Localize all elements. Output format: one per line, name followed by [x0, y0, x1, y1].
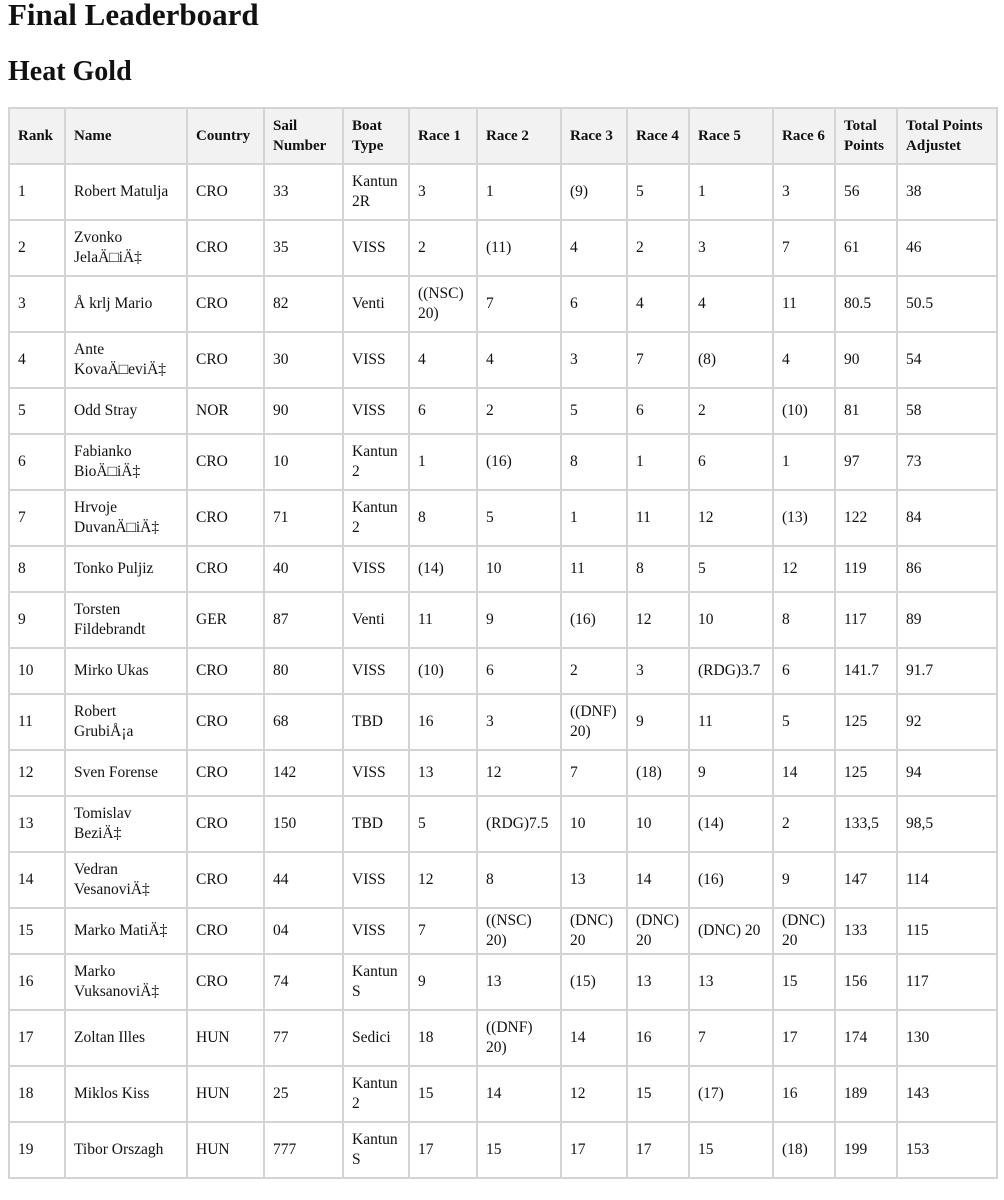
table-cell: 153	[897, 1122, 997, 1178]
table-row	[9, 750, 997, 796]
table-cell: Zoltan Illes	[65, 1010, 187, 1066]
column-header: Race 5	[689, 108, 773, 164]
table-cell: 6	[477, 648, 561, 694]
table-cell: Ante KovaÄ□eviÄ‡	[65, 332, 187, 388]
table-cell: (18)	[773, 1122, 835, 1178]
table-row	[9, 434, 997, 490]
table-cell: 15	[409, 1066, 477, 1122]
table-cell: 33	[264, 164, 343, 220]
table-cell: 4	[477, 332, 561, 388]
table-cell: ((DNF) 20)	[561, 694, 627, 750]
table-cell: CRO	[187, 954, 264, 1010]
table-cell: 12	[409, 852, 477, 908]
table-cell: Venti	[343, 276, 409, 332]
table-cell: VISS	[343, 648, 409, 694]
table-cell: 16	[9, 954, 65, 1010]
table-cell: CRO	[187, 490, 264, 546]
table-cell: HUN	[187, 1122, 264, 1178]
table-cell: 117	[897, 954, 997, 1010]
table-row	[9, 388, 997, 434]
table-cell: 8	[561, 434, 627, 490]
table-cell: 6	[773, 648, 835, 694]
table-row	[9, 332, 997, 388]
table-cell: 11	[627, 490, 689, 546]
column-header: Race 6	[773, 108, 835, 164]
table-cell: 12	[477, 750, 561, 796]
table-cell: (8)	[689, 332, 773, 388]
table-cell: ((DNF) 20)	[477, 1010, 561, 1066]
table-cell: 7	[773, 220, 835, 276]
table-cell: 8	[9, 546, 65, 592]
table-cell: 174	[835, 1010, 897, 1066]
table-cell: 5	[689, 546, 773, 592]
table-cell: 1	[409, 434, 477, 490]
table-cell: Tomislav BeziÄ‡	[65, 796, 187, 852]
table-cell: 133	[835, 908, 897, 954]
table-cell: 122	[835, 490, 897, 546]
table-cell: 156	[835, 954, 897, 1010]
table-cell: CRO	[187, 648, 264, 694]
table-cell: 89	[897, 592, 997, 648]
table-cell: 13	[627, 954, 689, 1010]
table-cell: VISS	[343, 220, 409, 276]
table-cell: 17	[561, 1122, 627, 1178]
table-cell: 16	[409, 694, 477, 750]
table-cell: (16)	[689, 852, 773, 908]
table-cell: VISS	[343, 388, 409, 434]
table-cell: Kantun 2R	[343, 164, 409, 220]
table-cell: Tonko Puljiz	[65, 546, 187, 592]
table-cell: 17	[773, 1010, 835, 1066]
column-header: Total Points Adjustet	[897, 108, 997, 164]
table-cell: 11	[689, 694, 773, 750]
table-cell: CRO	[187, 220, 264, 276]
table-cell: Odd Stray	[65, 388, 187, 434]
table-cell: Miklos Kiss	[65, 1066, 187, 1122]
table-cell: 17	[9, 1010, 65, 1066]
table-cell: Mirko Ukas	[65, 648, 187, 694]
column-header: Race 2	[477, 108, 561, 164]
table-cell: 4	[773, 332, 835, 388]
table-cell: CRO	[187, 750, 264, 796]
table-cell: 10	[264, 434, 343, 490]
column-header: Boat Type	[343, 108, 409, 164]
table-cell: 25	[264, 1066, 343, 1122]
table-cell: 189	[835, 1066, 897, 1122]
table-cell: 80	[264, 648, 343, 694]
table-cell: (DNC) 20	[627, 908, 689, 954]
table-cell: 10	[627, 796, 689, 852]
table-cell: 147	[835, 852, 897, 908]
table-cell: 4	[689, 276, 773, 332]
table-cell: (11)	[477, 220, 561, 276]
table-cell: VISS	[343, 750, 409, 796]
table-cell: 2	[477, 388, 561, 434]
table-cell: 9	[477, 592, 561, 648]
table-cell: 1	[9, 164, 65, 220]
table-cell: Vedran VesanoviÄ‡	[65, 852, 187, 908]
table-cell: 12	[627, 592, 689, 648]
table-cell: 13	[561, 852, 627, 908]
table-cell: 9	[689, 750, 773, 796]
table-cell: 15	[627, 1066, 689, 1122]
table-cell: 7	[477, 276, 561, 332]
table-cell: 199	[835, 1122, 897, 1178]
table-cell: 15	[9, 908, 65, 954]
table-cell: (14)	[689, 796, 773, 852]
table-cell: 11	[9, 694, 65, 750]
table-cell: 56	[835, 164, 897, 220]
table-cell: 3	[689, 220, 773, 276]
table-cell: 15	[477, 1122, 561, 1178]
table-cell: 3	[409, 164, 477, 220]
table-cell: 87	[264, 592, 343, 648]
table-cell: CRO	[187, 908, 264, 954]
table-cell: 9	[627, 694, 689, 750]
table-row	[9, 796, 997, 852]
table-cell: 97	[835, 434, 897, 490]
header-row	[9, 108, 997, 164]
table-cell: GER	[187, 592, 264, 648]
table-cell: 14	[561, 1010, 627, 1066]
table-cell: 7	[627, 332, 689, 388]
table-cell: 1	[561, 490, 627, 546]
table-cell: Robert GrubiÅ¡a	[65, 694, 187, 750]
table-cell: 1	[689, 164, 773, 220]
table-cell: 6	[627, 388, 689, 434]
table-cell: 5	[627, 164, 689, 220]
table-cell: 10	[9, 648, 65, 694]
page-title: Final Leaderboard	[8, 0, 259, 32]
table-row	[9, 694, 997, 750]
table-cell: (DNC) 20	[561, 908, 627, 954]
table-cell: 04	[264, 908, 343, 954]
table-cell: 4	[9, 332, 65, 388]
table-cell: 74	[264, 954, 343, 1010]
table-cell: (17)	[689, 1066, 773, 1122]
table-cell: 10	[477, 546, 561, 592]
table-cell: 14	[9, 852, 65, 908]
table-cell: 3	[773, 164, 835, 220]
table-cell: VISS	[343, 332, 409, 388]
table-cell: 2	[9, 220, 65, 276]
table-cell: 81	[835, 388, 897, 434]
table-cell: 7	[9, 490, 65, 546]
table-cell: 8	[409, 490, 477, 546]
table-cell: Robert Matulja	[65, 164, 187, 220]
table-cell: 16	[773, 1066, 835, 1122]
column-header: Race 4	[627, 108, 689, 164]
table-row	[9, 1122, 997, 1178]
table-cell: 5	[773, 694, 835, 750]
table-cell: 17	[409, 1122, 477, 1178]
table-cell: 125	[835, 750, 897, 796]
table-cell: (10)	[409, 648, 477, 694]
table-row	[9, 276, 997, 332]
table-cell: 16	[627, 1010, 689, 1066]
table-cell: VISS	[343, 852, 409, 908]
table-cell: 2	[689, 388, 773, 434]
table-cell: Zvonko JelaÄ□iÄ‡	[65, 220, 187, 276]
table-cell: Kantun S	[343, 1122, 409, 1178]
column-header: Rank	[9, 108, 65, 164]
table-row	[9, 852, 997, 908]
table-cell: 40	[264, 546, 343, 592]
table-cell: 90	[835, 332, 897, 388]
table-cell: (RDG)3.7	[689, 648, 773, 694]
table-cell: Sedici	[343, 1010, 409, 1066]
table-cell: 54	[897, 332, 997, 388]
table-cell: NOR	[187, 388, 264, 434]
table-cell: Torsten Fildebrandt	[65, 592, 187, 648]
table-cell: 98,5	[897, 796, 997, 852]
table-cell: 13	[409, 750, 477, 796]
table-cell: HUN	[187, 1066, 264, 1122]
table-cell: 2	[561, 648, 627, 694]
table-cell: 90	[264, 388, 343, 434]
table-row	[9, 1010, 997, 1066]
table-cell: 77	[264, 1010, 343, 1066]
table-cell: 68	[264, 694, 343, 750]
table-cell: (15)	[561, 954, 627, 1010]
table-cell: 50.5	[897, 276, 997, 332]
leaderboard-table	[8, 107, 998, 1179]
table-cell: CRO	[187, 276, 264, 332]
column-header: Name	[65, 108, 187, 164]
table-body	[9, 164, 997, 1178]
table-cell: 30	[264, 332, 343, 388]
table-cell: 35	[264, 220, 343, 276]
table-row	[9, 1066, 997, 1122]
table-cell: CRO	[187, 332, 264, 388]
table-cell: 7	[561, 750, 627, 796]
table-cell: 10	[561, 796, 627, 852]
table-row	[9, 954, 997, 1010]
table-cell: Å krlj Mario	[65, 276, 187, 332]
table-cell: 142	[264, 750, 343, 796]
table-cell: Tibor Orszagh	[65, 1122, 187, 1178]
table-cell: VISS	[343, 546, 409, 592]
table-cell: 14	[627, 852, 689, 908]
table-cell: Kantun 2	[343, 1066, 409, 1122]
table-cell: 12	[561, 1066, 627, 1122]
table-cell: 5	[477, 490, 561, 546]
table-cell: 3	[9, 276, 65, 332]
table-cell: 92	[897, 694, 997, 750]
table-cell: 141.7	[835, 648, 897, 694]
table-cell: 133,5	[835, 796, 897, 852]
table-cell: 11	[561, 546, 627, 592]
table-cell: CRO	[187, 796, 264, 852]
table-cell: (DNC) 20	[689, 908, 773, 954]
table-cell: 119	[835, 546, 897, 592]
table-cell: 3	[477, 694, 561, 750]
table-cell: 4	[627, 276, 689, 332]
table-cell: 17	[627, 1122, 689, 1178]
table-cell: 6	[561, 276, 627, 332]
table-cell: CRO	[187, 852, 264, 908]
table-cell: 84	[897, 490, 997, 546]
table-cell: 44	[264, 852, 343, 908]
table-cell: 2	[773, 796, 835, 852]
table-cell: 1	[627, 434, 689, 490]
table-cell: 143	[897, 1066, 997, 1122]
table-cell: Marko MatiÄ‡	[65, 908, 187, 954]
table-cell: 125	[835, 694, 897, 750]
table-cell: 15	[689, 1122, 773, 1178]
table-cell: (13)	[773, 490, 835, 546]
table-cell: 1	[773, 434, 835, 490]
table-row	[9, 546, 997, 592]
table-cell: 9	[773, 852, 835, 908]
table-cell: Marko VuksanoviÄ‡	[65, 954, 187, 1010]
column-header: Sail Number	[264, 108, 343, 164]
table-cell: 10	[689, 592, 773, 648]
table-cell: CRO	[187, 434, 264, 490]
table-cell: 86	[897, 546, 997, 592]
table-cell: 7	[689, 1010, 773, 1066]
table-cell: 82	[264, 276, 343, 332]
table-cell: CRO	[187, 694, 264, 750]
table-cell: 12	[773, 546, 835, 592]
table-cell: 58	[897, 388, 997, 434]
table-row	[9, 490, 997, 546]
table-row	[9, 164, 997, 220]
table-cell: Fabianko BioÄ□iÄ‡	[65, 434, 187, 490]
table-cell: 7	[409, 908, 477, 954]
table-cell: 11	[773, 276, 835, 332]
table-cell: Sven Forense	[65, 750, 187, 796]
table-cell: 114	[897, 852, 997, 908]
table-cell: 18	[409, 1010, 477, 1066]
table-cell: HUN	[187, 1010, 264, 1066]
table-cell: CRO	[187, 546, 264, 592]
table-cell: 14	[773, 750, 835, 796]
table-cell: 8	[773, 592, 835, 648]
table-cell: 6	[689, 434, 773, 490]
table-cell: 73	[897, 434, 997, 490]
table-cell: 6	[9, 434, 65, 490]
table-cell: 11	[409, 592, 477, 648]
table-cell: 8	[477, 852, 561, 908]
table-row	[9, 908, 997, 954]
table-row	[9, 220, 997, 276]
table-cell: ((NSC) 20)	[477, 908, 561, 954]
table-cell: (DNC) 20	[773, 908, 835, 954]
table-cell: 13	[9, 796, 65, 852]
table-cell: (16)	[561, 592, 627, 648]
column-header: Country	[187, 108, 264, 164]
table-cell: (9)	[561, 164, 627, 220]
table-cell: 61	[835, 220, 897, 276]
table-cell: Kantun 2	[343, 490, 409, 546]
table-cell: VISS	[343, 908, 409, 954]
table-cell: 12	[9, 750, 65, 796]
table-cell: Kantun 2	[343, 434, 409, 490]
heat-title: Heat Gold	[8, 56, 132, 87]
column-header: Total Points	[835, 108, 897, 164]
table-cell: 13	[689, 954, 773, 1010]
table-cell: Venti	[343, 592, 409, 648]
table-cell: (16)	[477, 434, 561, 490]
table-cell: 9	[409, 954, 477, 1010]
table-cell: (14)	[409, 546, 477, 592]
table-cell: ((NSC) 20)	[409, 276, 477, 332]
table-cell: 18	[9, 1066, 65, 1122]
table-cell: 5	[561, 388, 627, 434]
table-cell: 6	[409, 388, 477, 434]
table-cell: 777	[264, 1122, 343, 1178]
table-cell: 3	[561, 332, 627, 388]
table-cell: 91.7	[897, 648, 997, 694]
column-header: Race 3	[561, 108, 627, 164]
table-cell: CRO	[187, 164, 264, 220]
table-cell: 8	[627, 546, 689, 592]
table-cell: 1	[477, 164, 561, 220]
table-cell: Kantun S	[343, 954, 409, 1010]
table-cell: 2	[627, 220, 689, 276]
table-cell: 4	[561, 220, 627, 276]
table-cell: 14	[477, 1066, 561, 1122]
table-cell: 115	[897, 908, 997, 954]
table-row	[9, 648, 997, 694]
table-cell: (RDG)7.5	[477, 796, 561, 852]
column-header: Race 1	[409, 108, 477, 164]
table-cell: 46	[897, 220, 997, 276]
table-cell: 38	[897, 164, 997, 220]
table-cell: TBD	[343, 796, 409, 852]
table-cell: 80.5	[835, 276, 897, 332]
table-cell: 4	[409, 332, 477, 388]
table-cell: Hrvoje DuvanÄ□iÄ‡	[65, 490, 187, 546]
table-cell: 5	[9, 388, 65, 434]
table-cell: 94	[897, 750, 997, 796]
table-cell: 150	[264, 796, 343, 852]
table-cell: 5	[409, 796, 477, 852]
table-cell: (10)	[773, 388, 835, 434]
table-cell: 13	[477, 954, 561, 1010]
table-cell: 9	[9, 592, 65, 648]
table-cell: TBD	[343, 694, 409, 750]
table-cell: 2	[409, 220, 477, 276]
table-cell: (18)	[627, 750, 689, 796]
table-cell: 71	[264, 490, 343, 546]
table-cell: 12	[689, 490, 773, 546]
table-cell: 130	[897, 1010, 997, 1066]
table-cell: 117	[835, 592, 897, 648]
table-cell: 15	[773, 954, 835, 1010]
table-cell: 19	[9, 1122, 65, 1178]
table-cell: 3	[627, 648, 689, 694]
table-row	[9, 592, 997, 648]
